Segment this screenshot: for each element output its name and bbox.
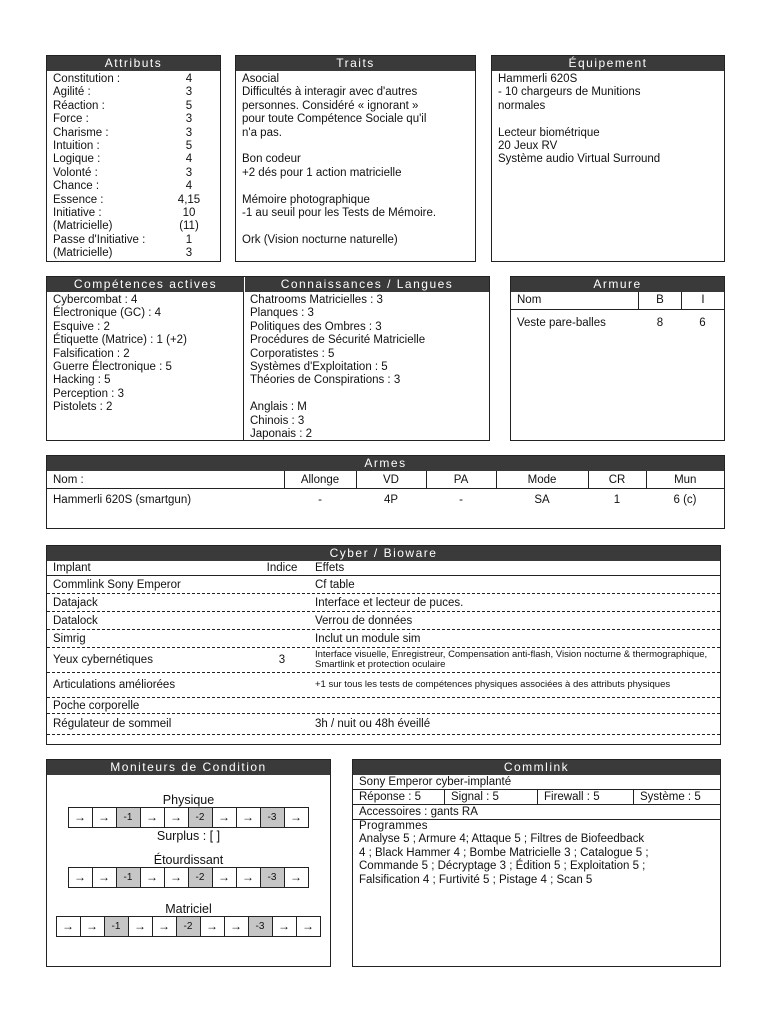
etourdissant-box[interactable]: → — [140, 867, 165, 888]
attribut-row — [53, 140, 214, 153]
cyber-effets: Verrou de données — [315, 614, 413, 627]
cyber-indice: 3 — [278, 654, 286, 666]
armes-header: PA — [426, 471, 496, 489]
physique-box[interactable]: → — [236, 807, 261, 828]
attribut-row — [53, 234, 214, 247]
etourdissant-box[interactable]: → — [164, 867, 189, 888]
matriciel-box[interactable]: → — [200, 916, 225, 937]
physique-box[interactable]: → — [284, 807, 309, 828]
attribut-label: Volonté : — [53, 166, 98, 179]
attribut-label: Force : — [53, 113, 89, 126]
attribut-label: Intuition : — [53, 140, 100, 153]
attribut-row — [53, 127, 214, 140]
equipement-text: Hammerli 620S - 10 chargeurs de Munitions normales Lecteur biométrique 20 Jeux RV Système audio Virtual Surround — [498, 73, 661, 166]
armes-header: CR — [588, 471, 646, 489]
cyber-row — [47, 648, 720, 673]
etourdissant-box[interactable]: -2 — [188, 867, 213, 888]
commlink-systeme: Système : 5 — [640, 791, 701, 803]
armure-panel — [510, 276, 725, 441]
cyber-row — [47, 698, 720, 714]
attribut-value: 3 — [185, 247, 193, 260]
physique-box[interactable]: → — [140, 807, 165, 828]
attribut-value: 3 — [185, 86, 193, 99]
attribut-value: 3 — [185, 126, 193, 139]
commlink-model: Sony Emperor cyber-implanté — [359, 776, 512, 788]
attribut-value: 1 — [185, 233, 193, 246]
attributs-panel — [46, 55, 221, 262]
moniteurs-title: Moniteurs de Condition — [47, 760, 330, 775]
attributs-list — [47, 71, 220, 263]
attribut-row — [53, 86, 214, 99]
traits-title: Traits — [236, 56, 475, 71]
attribut-value: 5 — [185, 99, 193, 112]
attribut-row — [53, 247, 214, 260]
etourdissant-box[interactable]: → — [68, 867, 93, 888]
matriciel-box[interactable]: → — [224, 916, 249, 937]
physique-box[interactable]: → — [212, 807, 237, 828]
armes-header: Nom : — [47, 471, 284, 489]
physique-box[interactable]: -3 — [260, 807, 285, 828]
cyber-panel — [46, 545, 721, 745]
cyber-row — [47, 576, 720, 594]
armes-cell: 4P — [383, 494, 399, 506]
attribut-label: Constitution : — [53, 73, 121, 85]
armure-header-b: B — [639, 292, 682, 309]
armure-b: 8 — [656, 317, 664, 329]
physique-label: Physique — [162, 793, 215, 807]
matriciel-label: Matriciel — [165, 902, 212, 916]
cyber-effets: Interface et lecteur de puces. — [315, 596, 464, 609]
attribut-row — [53, 194, 214, 207]
cyber-row — [47, 594, 720, 612]
commlink-reponse: Réponse : 5 — [353, 790, 445, 804]
commlink-programmes: Analyse 5 ; Armure 4; Attaque 5 ; Filtres de Biofeedback 4 ; Black Hammer 4 ; Bombe Matricielle 3 ; Catalogue 5 ; Commande 5 ; Décryptage 3 ; Édition 5 ; Exploitation 5 ; Falsification 4 ; Furtivité 5 ; Pistage 4 ; Scan 5 — [359, 833, 649, 886]
armes-title: Armes — [47, 456, 724, 471]
armes-panel — [46, 455, 725, 529]
matriciel-box[interactable]: -3 — [248, 916, 273, 937]
commlink-firewall: Firewall : 5 — [538, 790, 634, 804]
matriciel-box[interactable]: → — [56, 916, 81, 937]
attribut-value: 3 — [185, 166, 193, 179]
cyber-header-implant: Implant — [53, 562, 91, 574]
attribut-row — [53, 207, 214, 220]
cyber-effets: Interface visuelle, Enregistreur, Compensation anti-flash, Vision nocturne & thermographique, Smartlink et protection oculaire — [315, 648, 708, 670]
cyber-implant: Commlink Sony Emperor — [53, 578, 181, 591]
etourdissant-box[interactable]: → — [92, 867, 117, 888]
competences-panel — [46, 276, 490, 441]
attribut-row — [53, 100, 214, 113]
cyber-effets: Inclut un module sim — [315, 632, 421, 645]
attribut-row — [53, 180, 214, 193]
physique-box[interactable]: → — [164, 807, 189, 828]
cyber-header-indice: Indice — [266, 562, 298, 574]
attribut-label: Agilité : — [53, 86, 91, 99]
etourdissant-box[interactable]: -3 — [260, 867, 285, 888]
attribut-label: Initiative : — [53, 207, 102, 220]
cyber-row — [47, 714, 720, 735]
armure-header-i: I — [701, 294, 705, 306]
matriciel-box[interactable]: → — [272, 916, 297, 937]
cyber-effets: Cf table — [315, 578, 355, 591]
cyber-effets: 3h / nuit ou 48h éveillé — [315, 718, 431, 730]
physique-box[interactable]: -1 — [116, 807, 141, 828]
attribut-label: Réaction : — [53, 99, 105, 112]
attribut-row — [53, 113, 214, 126]
armes-cell: 1 — [613, 494, 621, 506]
physique-box[interactable]: -2 — [188, 807, 213, 828]
cyber-row — [47, 673, 720, 698]
attribut-row — [53, 73, 214, 86]
cyber-implant: Régulateur de sommeil — [53, 718, 172, 730]
cyber-implant: Datajack — [53, 596, 98, 609]
matriciel-box[interactable]: -2 — [176, 916, 201, 937]
armes-table — [47, 471, 724, 507]
commlink-signal: Signal : 5 — [445, 790, 538, 804]
attribut-value: 3 — [185, 113, 193, 126]
matriciel-box[interactable]: -1 — [104, 916, 129, 937]
attribut-value: 5 — [185, 140, 193, 153]
commlink-panel — [352, 759, 721, 967]
competences-title: Compétences actives — [47, 277, 245, 292]
matriciel-track — [47, 916, 330, 937]
commlink-title: Commlink — [353, 760, 720, 775]
armure-nom: Veste pare-balles — [517, 317, 606, 329]
cyber-implant: Simrig — [53, 632, 86, 645]
commlink-accessoires: Accessoires : gants RA — [359, 806, 478, 818]
cyber-implant: Poche corporelle — [53, 699, 140, 712]
attribut-row — [53, 167, 214, 180]
attribut-value: 4 — [185, 180, 193, 193]
etourdissant-track — [47, 867, 330, 888]
cyber-header-effets: Effets — [315, 562, 345, 574]
cyber-implant: Datalock — [53, 614, 98, 627]
armes-cell: - — [459, 494, 463, 506]
physique-box[interactable]: → — [68, 807, 93, 828]
competences-text: Cybercombat : 4 Électronique (GC) : 4 Esquive : 2 Étiquette (Matrice) : 1 (+2) Falsification : 2 Guerre Électronique : 5 Hacking : 5 Perception : 3 Pistolets : 2 — [47, 292, 244, 440]
matriciel-box[interactable]: → — [80, 916, 105, 937]
matriciel-box[interactable]: → — [128, 916, 153, 937]
attribut-label: (Matricielle) — [53, 220, 113, 233]
cyber-implant: Yeux cybernétiques — [53, 654, 153, 666]
attribut-value: (11) — [179, 220, 199, 233]
moniteurs-panel — [46, 759, 331, 967]
attribut-value: 4 — [185, 153, 193, 166]
matriciel-box[interactable]: → — [152, 916, 177, 937]
attribut-row — [53, 220, 214, 233]
armes-cell: Hammerli 620S (smartgun) — [53, 494, 192, 506]
equipement-title: Équipement — [492, 56, 724, 71]
etourdissant-box[interactable]: -1 — [116, 867, 141, 888]
equipement-panel — [491, 55, 725, 262]
armure-i: 6 — [699, 317, 706, 329]
cyber-effets: +1 sur tous les tests de compétences physiques associées à des attributs physiques — [315, 678, 671, 690]
armure-header-nom: Nom — [511, 292, 639, 309]
physique-track — [47, 807, 330, 828]
matriciel-box[interactable]: → — [296, 916, 321, 937]
attribut-label: (Matricielle) — [53, 247, 113, 260]
armes-cell: - — [318, 494, 322, 506]
armes-cell: SA — [534, 494, 550, 506]
etourdissant-box[interactable]: → — [236, 867, 261, 888]
cyber-row — [47, 630, 720, 648]
attribut-label: Charisme : — [53, 126, 109, 139]
attribut-value: 4,15 — [177, 193, 201, 206]
cyber-title: Cyber / Bioware — [47, 546, 720, 561]
armes-header: VD — [356, 471, 426, 489]
armes-header: Mun — [646, 471, 724, 489]
attribut-label: Chance : — [53, 180, 100, 193]
attributs-title: Attributs — [47, 56, 220, 71]
armure-title: Armure — [511, 277, 724, 292]
etourdissant-box[interactable]: → — [212, 867, 237, 888]
attribut-label: Essence : — [53, 193, 104, 206]
cyber-row — [47, 612, 720, 630]
armes-header: Allonge — [284, 471, 356, 489]
physique-box[interactable]: → — [92, 807, 117, 828]
attribut-row — [53, 153, 214, 166]
attribut-label: Logique : — [53, 153, 101, 166]
attribut-value: 10 — [182, 207, 196, 220]
traits-panel — [235, 55, 476, 262]
attribut-value: 4 — [185, 73, 193, 85]
etourdissant-label: Étourdissant — [153, 853, 224, 867]
surplus-label: Surplus : [ ] — [156, 829, 221, 843]
cyber-implant: Articulations améliorées — [53, 679, 176, 691]
traits-text: Asocial Difficultés à interagir avec d'autres personnes. Considéré « ignorant » pour toute Compétence Sociale qu'il n'a pas. Bon codeur +2 dés pour 1 action matricielle Mémoire photographique -1 au seuil pour les Tests de Mémoire. Ork (Vision nocturne naturelle) — [242, 73, 437, 246]
commlink-programmes-label: Programmes — [359, 820, 428, 832]
cyber-header-row — [47, 561, 720, 576]
connaissances-title: Connaissances / Langues — [245, 277, 489, 292]
connaissances-text: Chatrooms Matricielles : 3 Planques : 3 Politiques des Ombres : 3 Procédures de Sécurité Matricielle Corporatistes : 5 Systèmes d'Exploitation : 5 Théories de Conspirations : 3 Anglais : M Chinois : 3 Japonais : 2 — [250, 294, 426, 441]
etourdissant-box[interactable]: → — [284, 867, 309, 888]
cyber-list — [47, 576, 720, 735]
attribut-label: Passe d'Initiative : — [53, 233, 146, 246]
armes-header: Mode — [496, 471, 588, 489]
armes-cell: 6 (c) — [673, 494, 697, 506]
